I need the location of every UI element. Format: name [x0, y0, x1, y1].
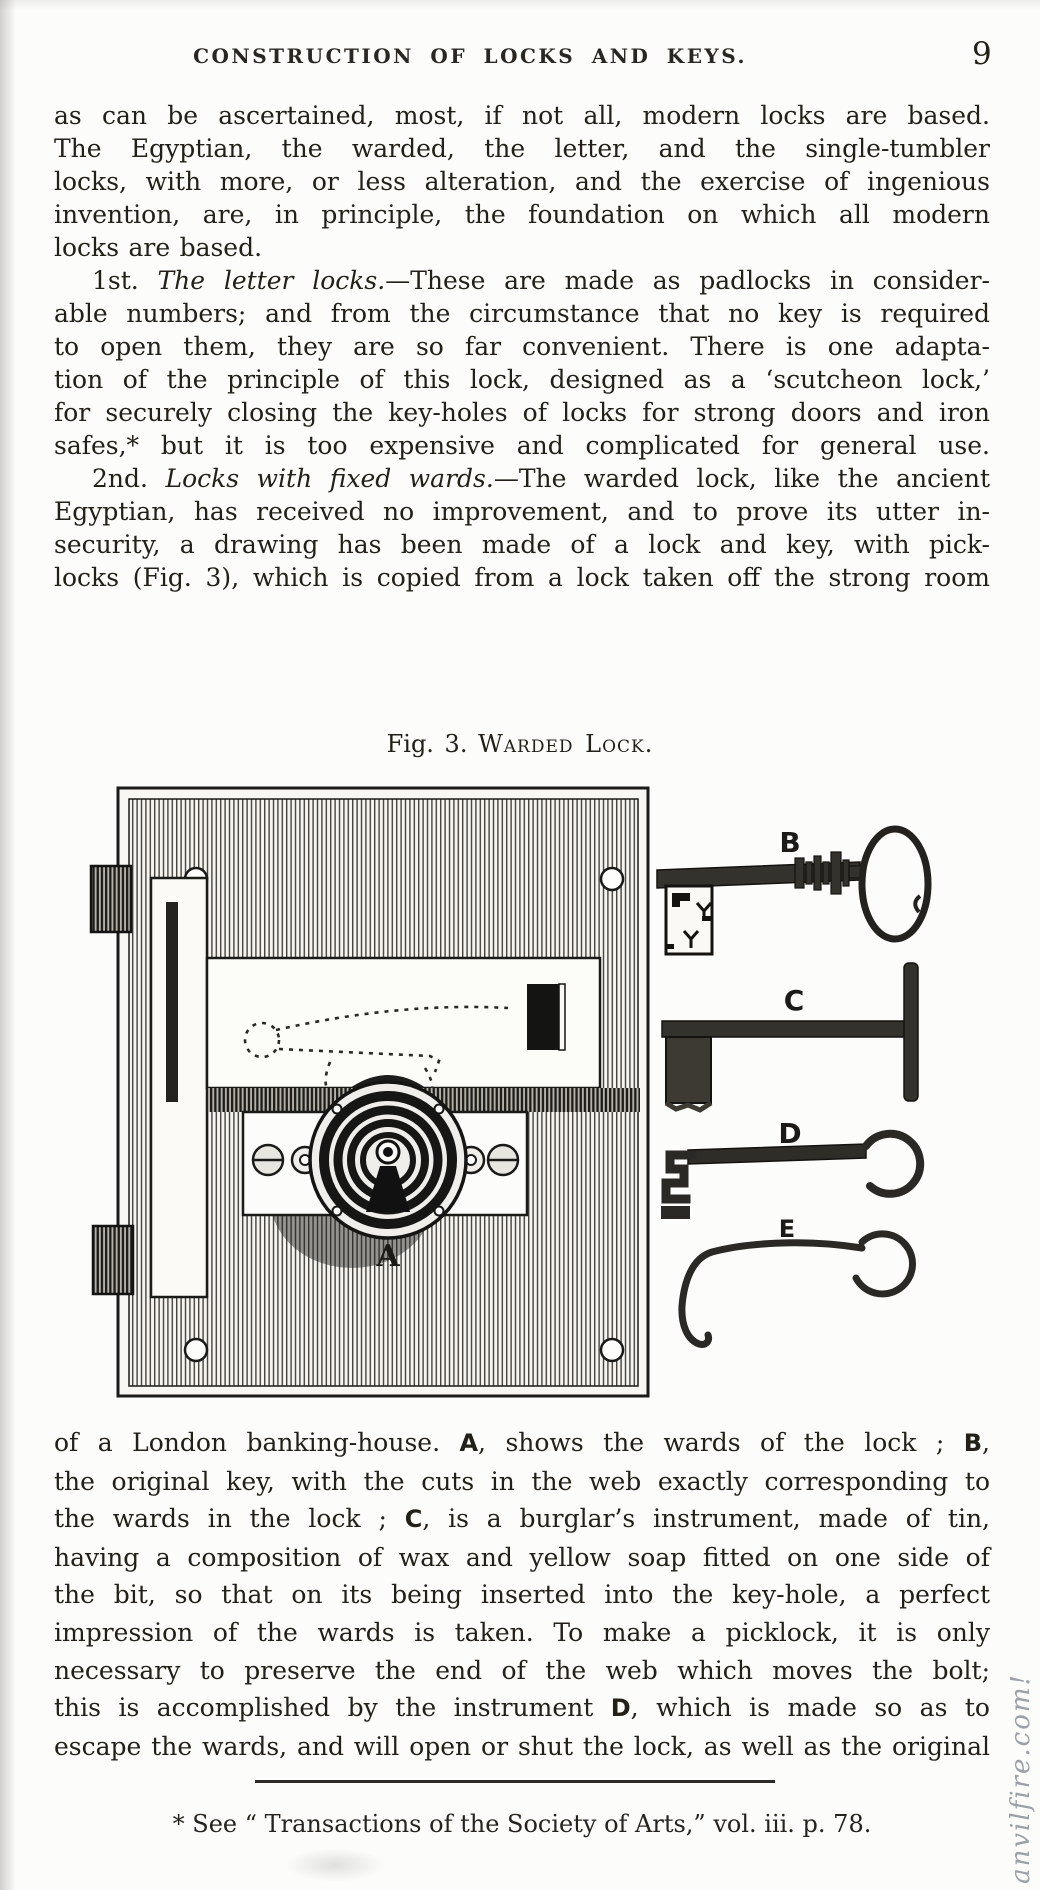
text-line: tion of the principle of this lock, designed as a ‘scutcheon lock,’	[54, 365, 990, 394]
footnote: * See “ Transactions of the Society of Arts,” vol. iii. p. 78.	[172, 1810, 872, 1838]
text-line: The Egyptian, the warded, the letter, and the single-tumbler	[54, 134, 990, 163]
text-line: 2nd. Locks with fixed wards.—The warded lock, like the ancient	[92, 464, 991, 493]
text-line: safes,* but it is too expensive and complicated for general use.	[54, 431, 990, 460]
text-line: 1st. The letter locks.—These are made as padlocks in consider-	[92, 266, 990, 295]
warded-lock-figure	[60, 770, 960, 1410]
body-text-lower	[54, 1424, 990, 1765]
wax-bit	[666, 1037, 711, 1103]
ring-bow	[866, 1134, 920, 1194]
text-line: escape the wards, and will open or shut the lock, as well as the original	[54, 1731, 990, 1761]
text-line: locks are based.	[54, 233, 263, 262]
text-line: security, a drawing has been made of a lock and key, with pick-	[54, 530, 990, 559]
label-e: E	[778, 1215, 796, 1243]
keyhole-boss	[310, 1082, 466, 1238]
key-e-picklock	[682, 1234, 913, 1345]
figure-caption-title: Warded Lock.	[478, 730, 654, 758]
screw-hole-icon	[601, 1339, 623, 1361]
bolt-stump	[527, 984, 559, 1050]
text-line: for securely closing the key-holes of locks for strong doors and iron	[54, 398, 990, 427]
text-line: locks, with more, or less alteration, and the exercise of ingenious	[54, 167, 990, 196]
scan-edge-shadow-top	[0, 0, 1040, 10]
footnote-rule	[255, 1780, 775, 1783]
text-line: the original key, with the cuts in the web exactly corresponding to	[54, 1466, 990, 1496]
figure-caption	[0, 730, 1040, 758]
scan-smudge	[285, 1848, 385, 1882]
ring-bow	[856, 1234, 912, 1294]
running-header: CONSTRUCTION OF LOCKS AND KEYS.	[193, 44, 747, 68]
label-b: B	[779, 826, 801, 859]
text-line: as can be ascertained, most, if not all, modern locks are based.	[54, 101, 990, 130]
text-line: Egyptian, has received no improvement, and to prove its utter in-	[54, 497, 990, 526]
screw-hole-icon	[185, 1339, 207, 1361]
text-line: having a composition of wax and yellow soap fitted on one side of	[54, 1542, 990, 1572]
screw-hole-icon	[601, 868, 623, 890]
text-line: able numbers; and from the circumstance that no key is required	[54, 299, 990, 328]
body-text-upper	[54, 99, 990, 594]
paragraph	[54, 99, 990, 264]
scan-edge-shadow	[0, 0, 16, 1890]
figure-caption-prefix: Fig. 3.	[386, 730, 468, 758]
text-line: of a London banking-house. A, shows the wards of the lock ; B,	[54, 1428, 990, 1457]
text-line: to open them, they are so far convenient. There is one adapta-	[54, 332, 990, 361]
page-number: 9	[972, 36, 992, 72]
bolt-stud	[93, 1226, 133, 1294]
label-c: C	[783, 984, 805, 1017]
paragraph	[54, 264, 990, 462]
key-bow	[862, 829, 928, 939]
bolt-stud	[91, 866, 131, 932]
label-a: A	[376, 1239, 400, 1274]
label-d: D	[778, 1117, 802, 1150]
t-handle	[904, 963, 918, 1101]
watermark: anvilfire.com!	[1006, 1673, 1036, 1884]
text-line: the wards in the lock ; C, is a burglar’s instrument, made of tin,	[54, 1504, 990, 1534]
text-line: this is accomplished by the instrument D, which is made so as to	[54, 1693, 990, 1723]
paragraph	[54, 462, 990, 594]
text-line: the bit, so that on its being inserted into the key-hole, a perfect	[54, 1580, 990, 1610]
text-line: necessary to preserve the end of the web which moves the bolt;	[54, 1655, 990, 1685]
paragraph	[54, 1424, 990, 1765]
text-line: invention, are, in principle, the foundation on which all modern	[54, 200, 990, 229]
text-line: locks (Fig. 3), which is copied from a lock taken off the strong room	[54, 563, 990, 592]
text-line: impression of the wards is taken. To make a picklock, it is only	[54, 1617, 990, 1647]
